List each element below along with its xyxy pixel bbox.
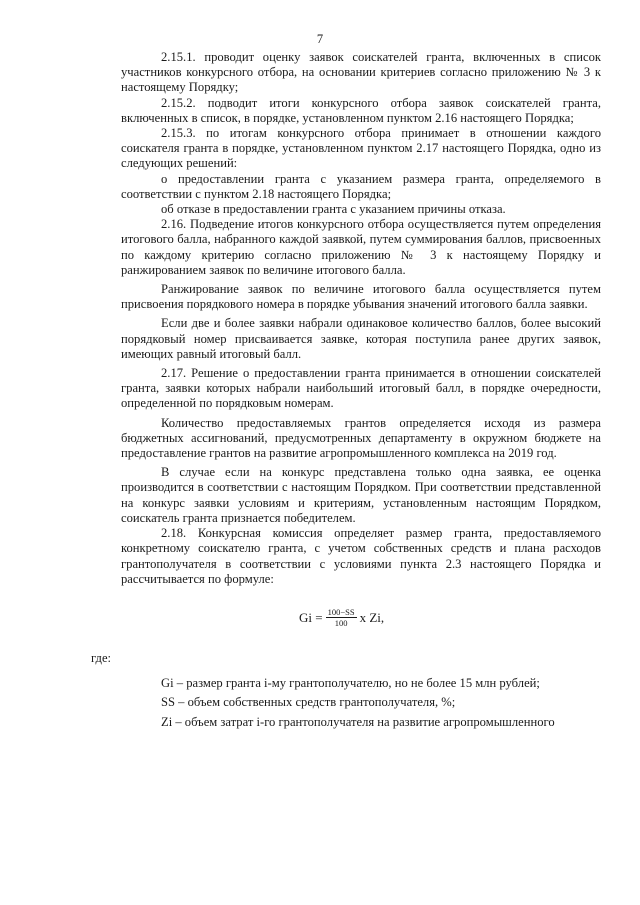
formula-fraction <box>326 607 357 628</box>
definition-gi: Gi – размер гранта i-му грантополучателю, но не более 15 млн рублей; <box>161 676 540 691</box>
page-number: 7 <box>316 32 324 46</box>
paragraph-grant-count: Количество предоставляемых грантов определяется исходя из размера бюджетных ассигнований, предусмотренных департаменту в окружном бюджете на предоставление грантов на развитие агропромышленного комплекса на 2019 год. <box>121 415 601 461</box>
paragraph-2-15-3: 2.15.3. по итогам конкурсного отбора принимает в отношении каждого соискателя гранта в порядке, установленном пунктом 2.17 настоящего Порядка, одно из следующих решений: <box>121 126 601 171</box>
formula-numerator: 100−SS <box>327 607 355 618</box>
paragraph-2-16: 2.16. Подведение итогов конкурсного отбора осуществляется путем определения итогового балла, набранного каждой заявкой, путем суммирования баллов, присвоенных по каждому критерию согласно приложению № 3 к настоящему Порядку и ранжированием заявок по величине итогового балла. <box>121 217 601 277</box>
paragraph-2-15-2: 2.15.2. подводит итоги конкурсного отбора заявок соискателей гранта, включенных в список, в порядке, установленном пунктом 2.16 настоящего Порядка; <box>121 95 601 125</box>
formula-denominator: 100 <box>334 618 348 629</box>
document-body <box>91 50 601 730</box>
paragraph-equal-score: Если две и более заявки набрали одинаковое количество баллов, более высокий порядковый номер присваивается заявке, которая поступила ранее других заявок, имеющих равный итоговый балл. <box>121 316 601 361</box>
where-label: где: <box>91 650 112 665</box>
definition-zi: Zi – объем затрат i-го грантополучателя на развитие агропромышленного <box>161 714 555 729</box>
definition-ss: SS – объем собственных средств грантополучателя, %; <box>161 695 456 710</box>
paragraph-2-17: 2.17. Решение о предоставлении гранта принимается в отношении соискателей гранта, заявки которых набрали наибольший итоговый балл, в порядке очередности, определенной по порядковым номерам. <box>121 366 601 411</box>
paragraph-ranking: Ранжирование заявок по величине итогового балла осуществляется путем присвоения порядкового номера в порядке убывания значений итогового балла заявки. <box>121 282 601 312</box>
paragraph-decision-grant: о предоставлении гранта с указанием размера гранта, определяемого в соответствии с пунктом 2.18 настоящего Порядка; <box>121 171 601 201</box>
paragraph-single-application: В случае если на конкурс представлена только одна заявка, ее оценка производится в соответствии с настоящим Порядком. При соответствии представленной на конкурс заявки условиям и критериям, установленным настоящим Порядком, соискатель гранта признается победителем. <box>121 465 601 525</box>
paragraph-2-18: 2.18. Конкурсная комиссия определяет размер гранта, предоставляемого конкретному соискателю гранта, с учетом собственных средств и плана расходов грантополучателя в соответствии с условиями пункта 2.3 настоящего Порядка и рассчитывается по формуле: <box>121 526 601 586</box>
formula-rhs: x Zi, <box>359 610 385 626</box>
grant-formula <box>121 603 601 633</box>
paragraph-decision-refusal: об отказе в предоставлении гранта с указанием причины отказа. <box>161 202 506 217</box>
formula-lhs: Gi = <box>299 610 323 626</box>
paragraph-2-15-1: 2.15.1. проводит оценку заявок соискателей гранта, включенных в список участников конкурсного отбора, на основании критериев согласно приложению № 3 к настоящему Порядку; <box>121 50 601 95</box>
